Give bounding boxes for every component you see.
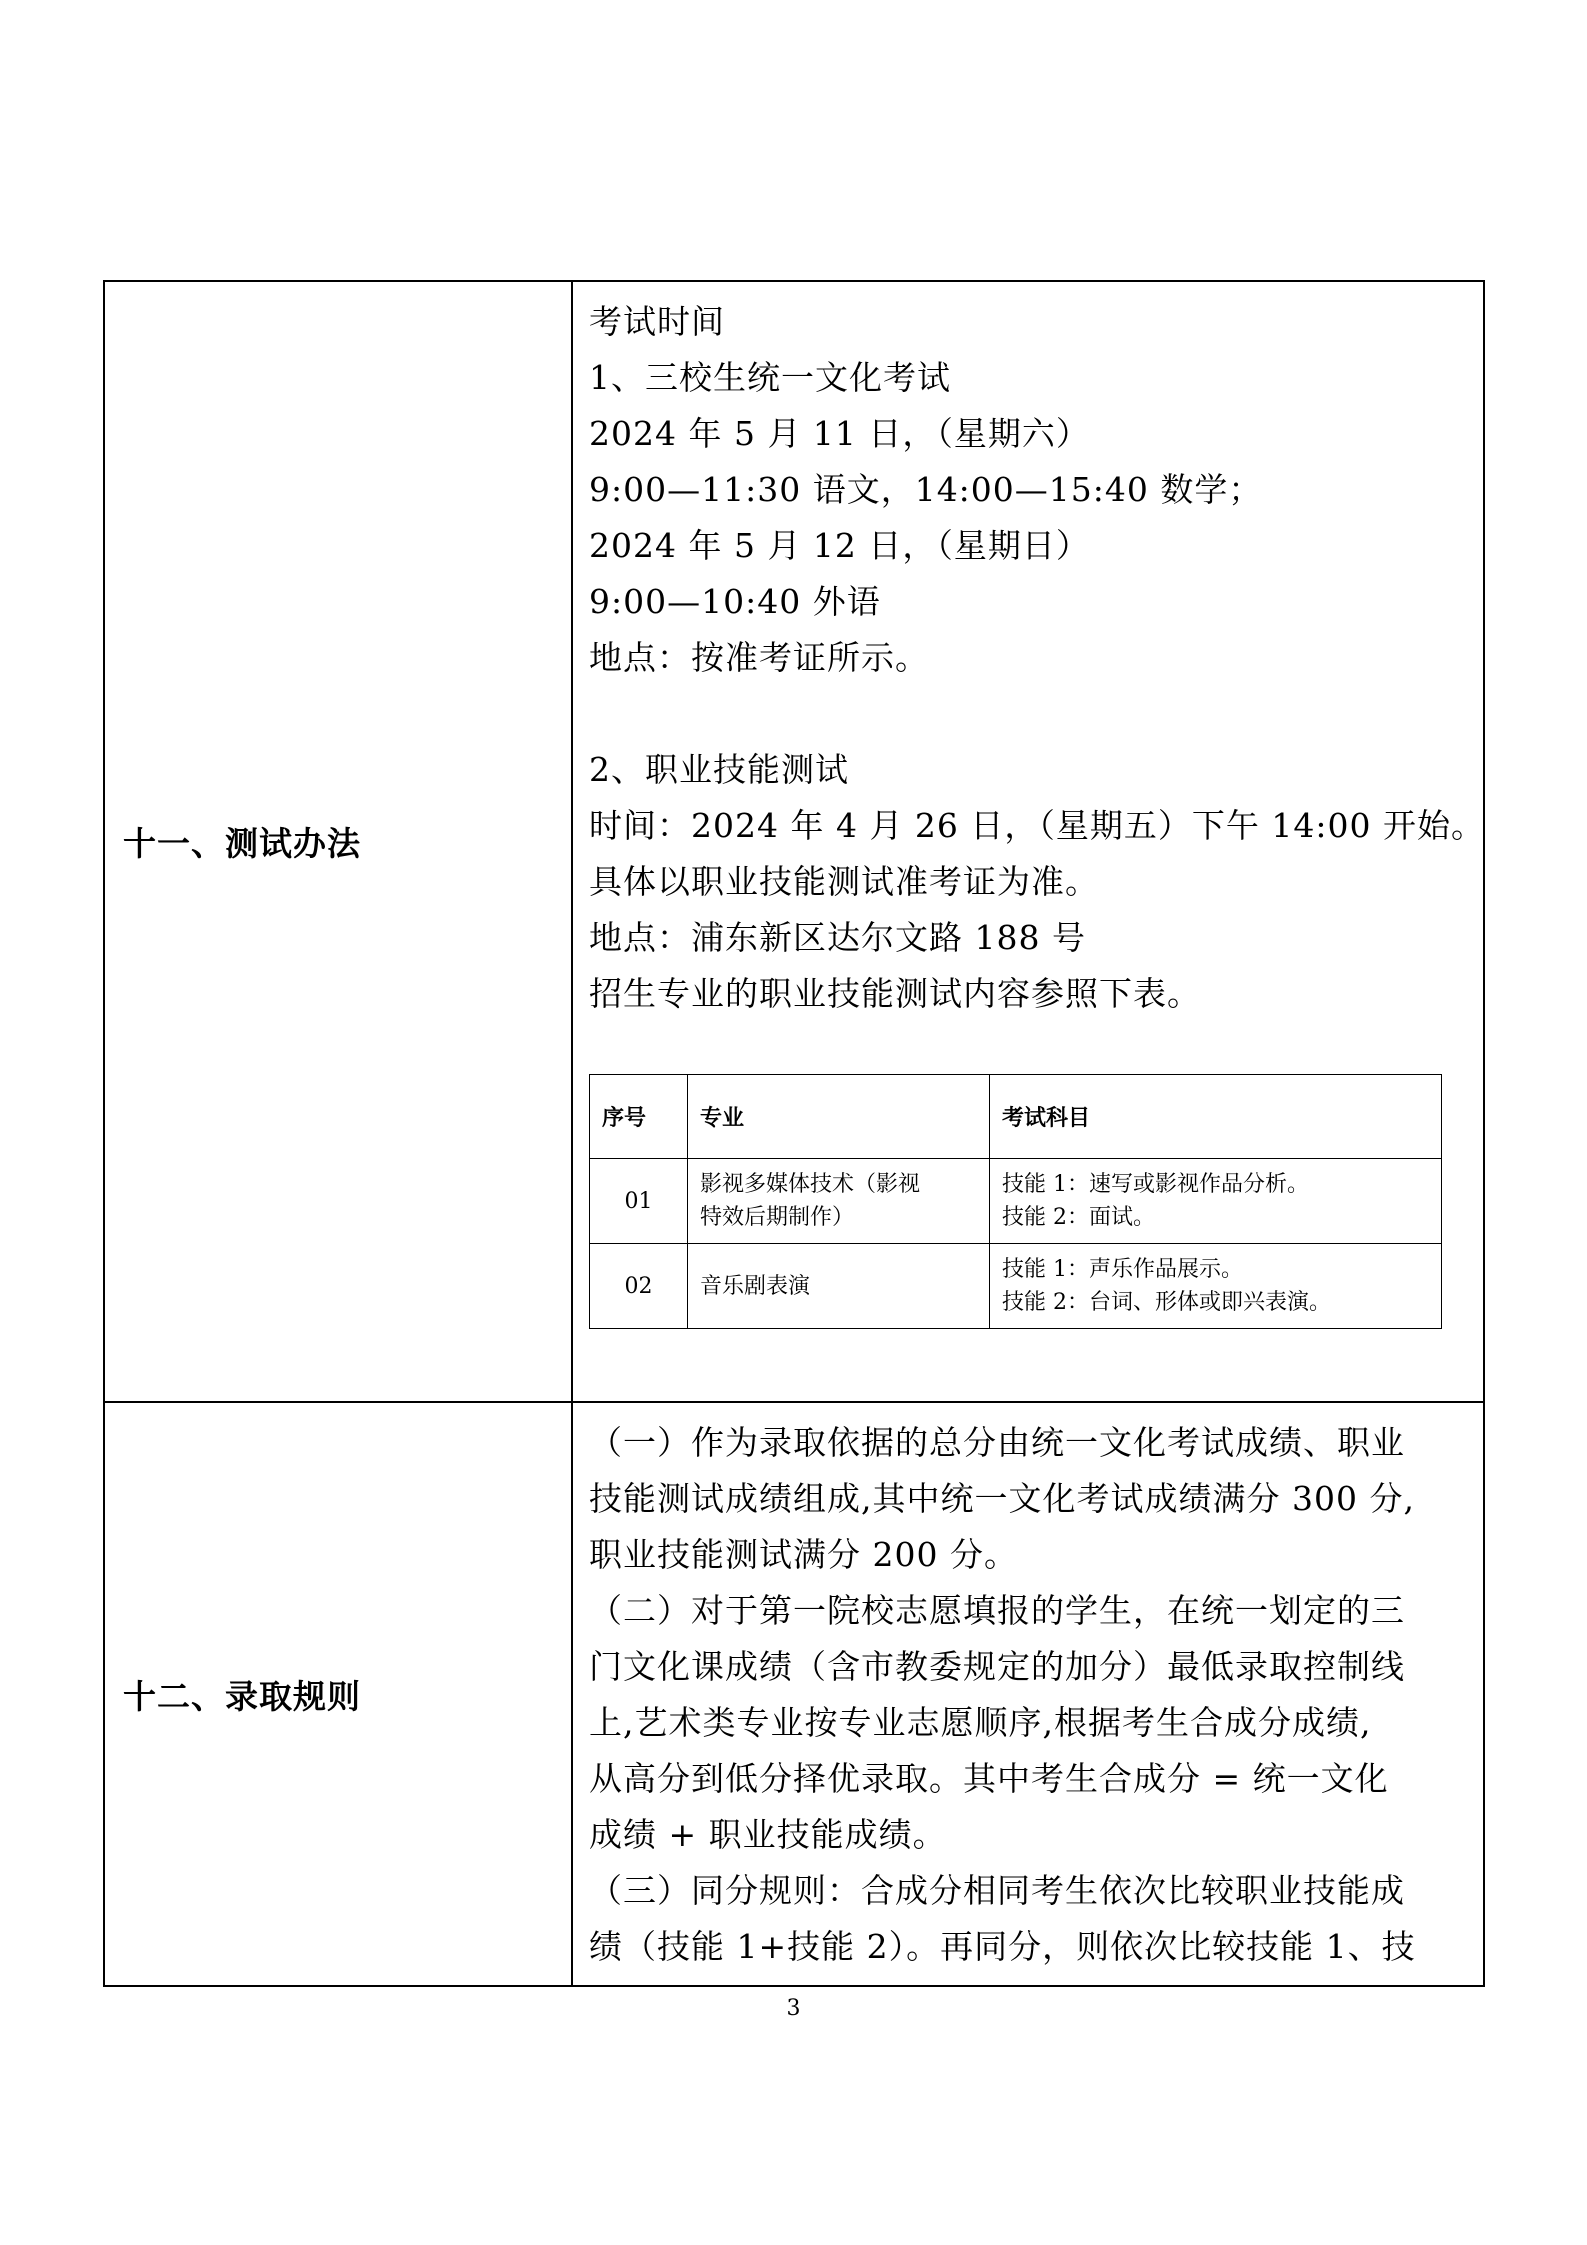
- major-line: 特效后期制作）: [700, 1205, 855, 1230]
- skill-test-time: 时间：2024 年 4 月 26 日，（星期五）下午 14:00 开始。: [589, 806, 1485, 845]
- header-no: 序号: [590, 1075, 688, 1159]
- culture-exam-date-1: 2024 年 5 月 11 日，（星期六）: [589, 414, 1090, 453]
- admission-rules-text: [589, 1415, 1471, 1975]
- rule-line: （二）对于第一院校志愿填报的学生，在统一划定的三: [589, 1591, 1405, 1630]
- culture-exam-date-2: 2024 年 5 月 12 日，（星期日）: [589, 526, 1090, 565]
- skill-test-table-intro: 招生专业的职业技能测试内容参照下表。: [589, 974, 1201, 1013]
- culture-exam-schedule-1: 9:00—11:30 语文，14:00—15:40 数学；: [589, 470, 1263, 509]
- rule-line: 从高分到低分择优录取。其中考生合成分 = 统一文化: [589, 1759, 1389, 1798]
- subject-line: 技能 1：速写或影视作品分析。: [1002, 1172, 1309, 1197]
- blank-line: [589, 686, 1471, 742]
- subject-line: 技能 2：台词、形体或即兴表演。: [1002, 1290, 1331, 1315]
- main-table: [103, 280, 1485, 1987]
- section-11-row: [104, 281, 1484, 1402]
- skill-test-location: 地点：浦东新区达尔文路 188 号: [589, 918, 1086, 957]
- row-major: [688, 1159, 990, 1244]
- row-subject: [990, 1159, 1442, 1244]
- section-12-row: [104, 1402, 1484, 1986]
- major-line: 影视多媒体技术（影视: [700, 1172, 921, 1197]
- rule-line: 职业技能测试满分 200 分。: [589, 1535, 1018, 1574]
- culture-exam-heading: 1、三校生统一文化考试: [589, 358, 951, 397]
- table-row: [590, 1159, 1442, 1244]
- rule-line: （一）作为录取依据的总分由统一文化考试成绩、职业: [589, 1423, 1405, 1462]
- header-subject: 考试科目: [990, 1075, 1442, 1159]
- section-12-label-cell: [104, 1402, 572, 1986]
- skill-test-table: [589, 1074, 1442, 1329]
- rule-line: 成绩 + 职业技能成绩。: [589, 1815, 947, 1854]
- rule-line: （三）同分规则：合成分相同考生依次比较职业技能成: [589, 1871, 1405, 1910]
- table-row: [590, 1244, 1442, 1329]
- section-12-label: 十二、录取规则: [123, 1676, 361, 1716]
- subject-line: 技能 1：声乐作品展示。: [1002, 1257, 1243, 1282]
- table-header-row: [590, 1075, 1442, 1159]
- rule-line: 上,艺术类专业按专业志愿顺序,根据考生合成分成绩,: [589, 1703, 1372, 1742]
- row-no: 01: [590, 1159, 688, 1244]
- row-subject: [990, 1244, 1442, 1329]
- exam-time-heading: 考试时间: [589, 302, 725, 341]
- major-line: 音乐剧表演: [700, 1273, 811, 1299]
- row-major: [688, 1244, 990, 1329]
- page-number: 3: [786, 1996, 801, 2021]
- section-12-content-cell: [572, 1402, 1484, 1986]
- header-major: 专业: [688, 1075, 990, 1159]
- subject-line: 技能 2：面试。: [1002, 1205, 1155, 1230]
- section-11-label-cell: [104, 281, 572, 1402]
- skill-test-heading: 2、职业技能测试: [589, 750, 849, 789]
- section-11-label: 十一、测试办法: [123, 824, 361, 863]
- section-11-content-cell: [572, 281, 1484, 1402]
- row-no: 02: [590, 1244, 688, 1329]
- culture-exam-schedule-2: 9:00—10:40 外语: [589, 582, 881, 621]
- rule-line: 技能测试成绩组成,其中统一文化考试成绩满分 300 分,: [589, 1479, 1415, 1518]
- culture-exam-location: 地点：按准考证所示。: [589, 638, 929, 677]
- rule-line: 门文化课成绩（含市教委规定的加分）最低录取控制线: [589, 1647, 1405, 1686]
- rule-line: 绩（技能 1+技能 2）。再同分，则依次比较技能 1、技: [589, 1927, 1416, 1966]
- skill-test-note: 具体以职业技能测试准考证为准。: [589, 862, 1099, 901]
